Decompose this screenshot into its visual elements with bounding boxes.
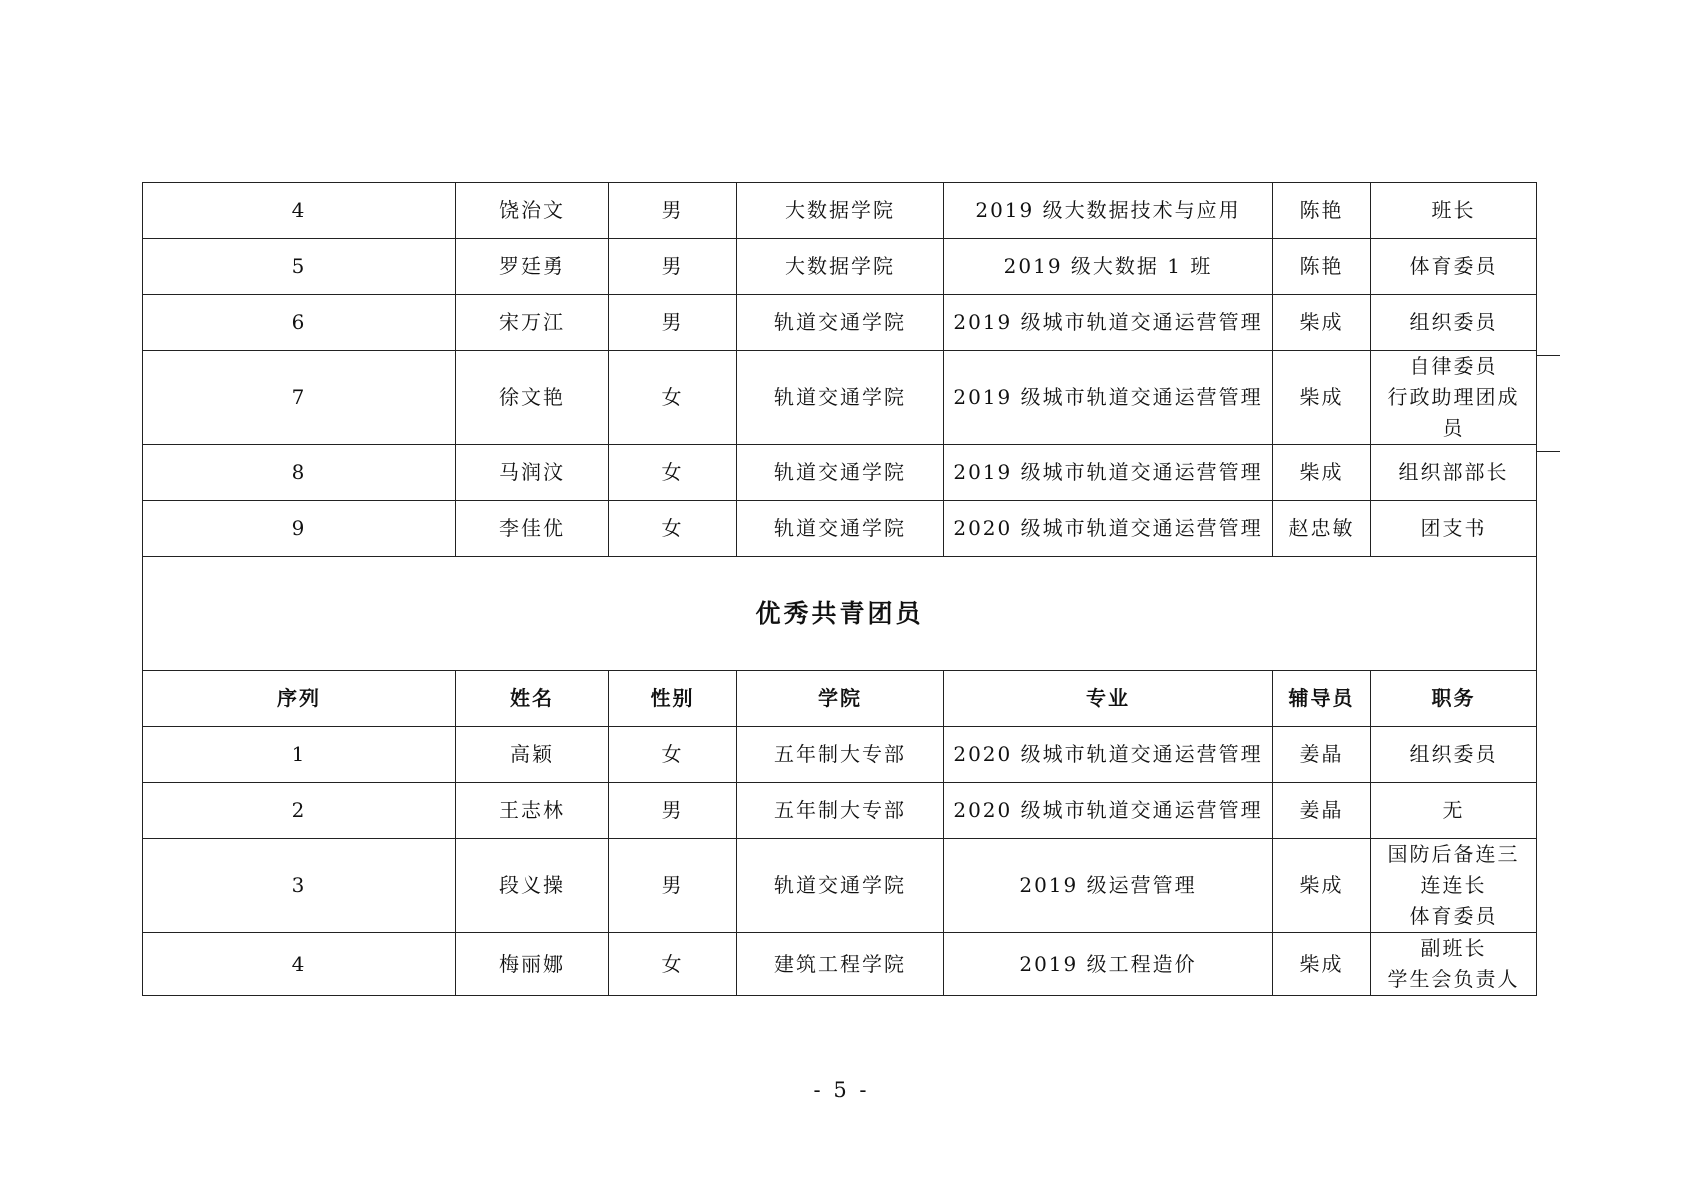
cell-college: 轨道交通学院 (737, 839, 944, 933)
position-line: 副班长 (1420, 936, 1487, 960)
cell-college: 轨道交通学院 (737, 295, 944, 351)
cell-seq: 9 (143, 501, 456, 557)
position-line: 班长 (1431, 198, 1476, 222)
section-title-row (143, 557, 1537, 671)
table-row (143, 295, 1537, 351)
cell-seq: 6 (143, 295, 456, 351)
position-line: 体育委员 (1409, 254, 1498, 278)
cell-major: 2020 级城市轨道交通运营管理 (944, 783, 1273, 839)
position-line: 团支书 (1420, 516, 1487, 540)
cell-major: 2019 级大数据技术与应用 (944, 183, 1273, 239)
cell-counselor: 姜晶 (1273, 727, 1371, 783)
cell-name: 马润汶 (456, 445, 609, 501)
cell-position (1371, 783, 1537, 839)
cell-seq: 4 (143, 933, 456, 996)
header-name: 姓名 (456, 671, 609, 727)
header-position: 职务 (1371, 671, 1537, 727)
cell-college: 轨道交通学院 (737, 445, 944, 501)
cell-counselor: 柴成 (1273, 933, 1371, 996)
cell-position (1371, 501, 1537, 557)
student-table (142, 182, 1537, 996)
cell-counselor: 赵忠敏 (1273, 501, 1371, 557)
cell-seq: 4 (143, 183, 456, 239)
cell-position (1371, 445, 1537, 501)
cell-name: 段义操 (456, 839, 609, 933)
cell-gender: 男 (609, 783, 737, 839)
position-line: 学生会负责人 (1387, 967, 1520, 991)
position-line: 自律委员 (1409, 354, 1498, 378)
position-line: 员 (1442, 416, 1465, 440)
cell-position (1371, 727, 1537, 783)
header-seq: 序列 (143, 671, 456, 727)
cell-college: 轨道交通学院 (737, 351, 944, 445)
table-row (143, 351, 1537, 445)
cell-name: 高颖 (456, 727, 609, 783)
section-title: 优秀共青团员 (143, 557, 1537, 671)
cell-gender: 女 (609, 445, 737, 501)
position-line: 组织委员 (1409, 742, 1498, 766)
border-extension (1536, 355, 1560, 356)
cell-major: 2020 级城市轨道交通运营管理 (944, 727, 1273, 783)
table-row (143, 501, 1537, 557)
header-major: 专业 (944, 671, 1273, 727)
cell-name: 徐文艳 (456, 351, 609, 445)
position-line: 组织委员 (1409, 310, 1498, 334)
position-line: 连连长 (1420, 873, 1487, 897)
cell-gender: 女 (609, 501, 737, 557)
cell-name: 李佳优 (456, 501, 609, 557)
cell-seq: 3 (143, 839, 456, 933)
cell-gender: 女 (609, 727, 737, 783)
cell-major: 2020 级城市轨道交通运营管理 (944, 501, 1273, 557)
cell-college: 大数据学院 (737, 239, 944, 295)
cell-seq: 5 (143, 239, 456, 295)
cell-gender: 女 (609, 933, 737, 996)
cell-college: 大数据学院 (737, 183, 944, 239)
position-line: 无 (1442, 798, 1465, 822)
cell-name: 王志林 (456, 783, 609, 839)
cell-major: 2019 级运营管理 (944, 839, 1273, 933)
cell-position (1371, 839, 1537, 933)
cell-seq: 2 (143, 783, 456, 839)
cell-gender: 男 (609, 295, 737, 351)
cell-position (1371, 933, 1537, 996)
cell-counselor: 柴成 (1273, 839, 1371, 933)
table-row (143, 445, 1537, 501)
header-college: 学院 (737, 671, 944, 727)
cell-position (1371, 239, 1537, 295)
table-row (143, 183, 1537, 239)
cell-counselor: 柴成 (1273, 351, 1371, 445)
cell-major: 2019 级城市轨道交通运营管理 (944, 295, 1273, 351)
page-number: - 5 - (813, 1078, 870, 1102)
cell-name: 梅丽娜 (456, 933, 609, 996)
cell-college: 建筑工程学院 (737, 933, 944, 996)
position-line: 国防后备连三 (1387, 842, 1520, 866)
cell-seq: 8 (143, 445, 456, 501)
cell-name: 罗廷勇 (456, 239, 609, 295)
cell-college: 五年制大专部 (737, 783, 944, 839)
cell-position (1371, 351, 1537, 445)
cell-major: 2019 级城市轨道交通运营管理 (944, 445, 1273, 501)
position-line: 行政助理团成 (1387, 385, 1520, 409)
header-counselor: 辅导员 (1273, 671, 1371, 727)
cell-name: 宋万江 (456, 295, 609, 351)
cell-gender: 男 (609, 183, 737, 239)
table-row (143, 783, 1537, 839)
cell-major: 2019 级大数据 1 班 (944, 239, 1273, 295)
header-gender: 性别 (609, 671, 737, 727)
table-row (143, 933, 1537, 996)
table-header-row (143, 671, 1537, 727)
position-line: 体育委员 (1409, 904, 1498, 928)
position-line: 组织部部长 (1398, 460, 1509, 484)
table-row (143, 239, 1537, 295)
cell-seq: 7 (143, 351, 456, 445)
table-row (143, 727, 1537, 783)
cell-gender: 男 (609, 239, 737, 295)
cell-major: 2019 级城市轨道交通运营管理 (944, 351, 1273, 445)
cell-major: 2019 级工程造价 (944, 933, 1273, 996)
cell-gender: 女 (609, 351, 737, 445)
cell-college: 五年制大专部 (737, 727, 944, 783)
border-extension (1536, 451, 1560, 452)
cell-counselor: 陈艳 (1273, 183, 1371, 239)
cell-counselor: 陈艳 (1273, 239, 1371, 295)
cell-counselor: 柴成 (1273, 295, 1371, 351)
cell-gender: 男 (609, 839, 737, 933)
cell-counselor: 姜晶 (1273, 783, 1371, 839)
cell-college: 轨道交通学院 (737, 501, 944, 557)
cell-counselor: 柴成 (1273, 445, 1371, 501)
table-row (143, 839, 1537, 933)
cell-seq: 1 (143, 727, 456, 783)
cell-position (1371, 183, 1537, 239)
cell-position (1371, 295, 1537, 351)
cell-name: 饶治文 (456, 183, 609, 239)
